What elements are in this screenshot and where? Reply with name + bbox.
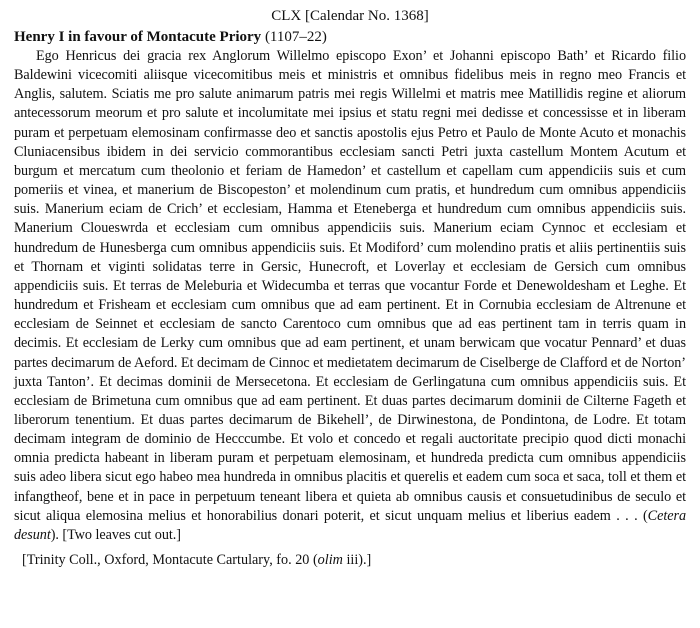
- source-olim: olim: [317, 552, 343, 569]
- charter-text-main: Ego Henricus dei gracia rex Anglorum Willelmo episcopo Exon’ et Johanni episcopo Bath’ et Ricardo filio Baldewini vicecomiti aliisque vicecomitibus meis et ministris et omnibus fidelibus meis in regno meo Francis et Anglis, salutem. Sciatis me pro salute animarum patris mei regis Willelmi et matris mee Matillidis regine et aliorum antecessorum meorum et pro salute et incolumitate mei ipsius et statu regni mei dedisse et concessisse et in liberam puram et perpetuam elemosinam confirmasse deo et sanctis apostolis ejus Petro et Paulo de Monte Acuto et monachis Cluniacensibus ibidem in dei servicio commorantibus ecclesiam sancti Petri juxta castellum Montem Acutum et burgum et mercatum cum theolonio et feriam de Hamedon’ et castellum et capellam cum appendiciis suis et cum pomeriis et vinea, et manerium de Biscopeston’ et molendinum cum pratis, et hundredum cum omnibus appendiciis suis. Manerium eciam de Crich’ et ecclesiam, Hamma et Eteneberga et hundredum cum omnibus appendiciis suis. Manerium Cloueswrda et ecclesiam cum omnibus appendiciis suis. Manerium eciam Cynnoc et ecclesiam et hundredum de Hunesberga cum omnibus appendiciis suis. Et Modiford’ cum molendino pratis et aliis pertinentiis suis et Thornam et viginti solidatas terre in Gersic, Hunecroft, et Loverlay et ecclesiam de Gersich cum omnibus appendiciis suis. Et terras de Meleburia et Widecumba et terras que vocantur Forde et Denewoldesham et Leghe. Et hundredum et Frisheam et ecclesiam cum omnibus que ad eam pertinent. Et in Cornubia ecclesiam de Altrenune et ecclesiam de Seinnet et ecclesiam de sancto Carentoco cum omnibus que ad eas pertinent tam in terris quam in decimis. Et ecclesiam de Lerky cum omnibus que ad eam pertinent, et unam berwicam que vocatur Pennard’ et duas partes decimarum de Aeford. Et decimam de Cinnoc et medietatem decimarum de Ciselberge de Clafford et de Norton’ juxta Tanton’. Et decimas dominii de Mersecetona. Et ecclesiam de Gerlingatuna cum omnibus appendiciis suis. Et ecclesiam de Brimetuna cum omnibus que ad eam pertinent. Et duas partes decimarum dominii de Cilterne Fageth et liberorum tenentium. Et duas partes decimarum de Bikehell’, de Dirwinestona, de Pondintona, de Lodre. Et totam decimam integram de dominio de Hecccumbe. Et volo et concedo et regali auctoritate precipio quod dicti monachi omnia predicta habeant in liberam puram et perpetuam elemosinam, et hundreda predicta cum omnibus appendiciis suis adeo libera sicut ego habeo mea hundreda in omnibus placitis et querelis et eadem cum soca et saca, toll et them et infangtheof, bene et in pace in perpetuum teneant libera et quieta ab omnibus causis et consuetudinibus de seculo et sicut aliqua elemosina melius et honorabilius donari poterit, et sicut unquam melius et liberius eadem . . . (: [14, 48, 686, 524]
- charter-text: [14, 47, 686, 545]
- charter-text-end: ). [Two leaves cut out.]: [50, 526, 181, 543]
- charter-title-date: (1107–22): [261, 29, 327, 45]
- document-heading: CLX [Calendar No. 1368]: [271, 8, 429, 24]
- charter-text-cetera: Cetera desunt: [14, 507, 686, 543]
- charter-title: [14, 27, 686, 47]
- source-before: [Trinity Coll., Oxford, Montacute Cartulary, fo. 20 (: [22, 552, 318, 569]
- source-after: iii).]: [342, 552, 372, 569]
- source-citation: [22, 551, 686, 570]
- charter-title-main: Henry I in favour of Montacute Priory: [14, 29, 262, 45]
